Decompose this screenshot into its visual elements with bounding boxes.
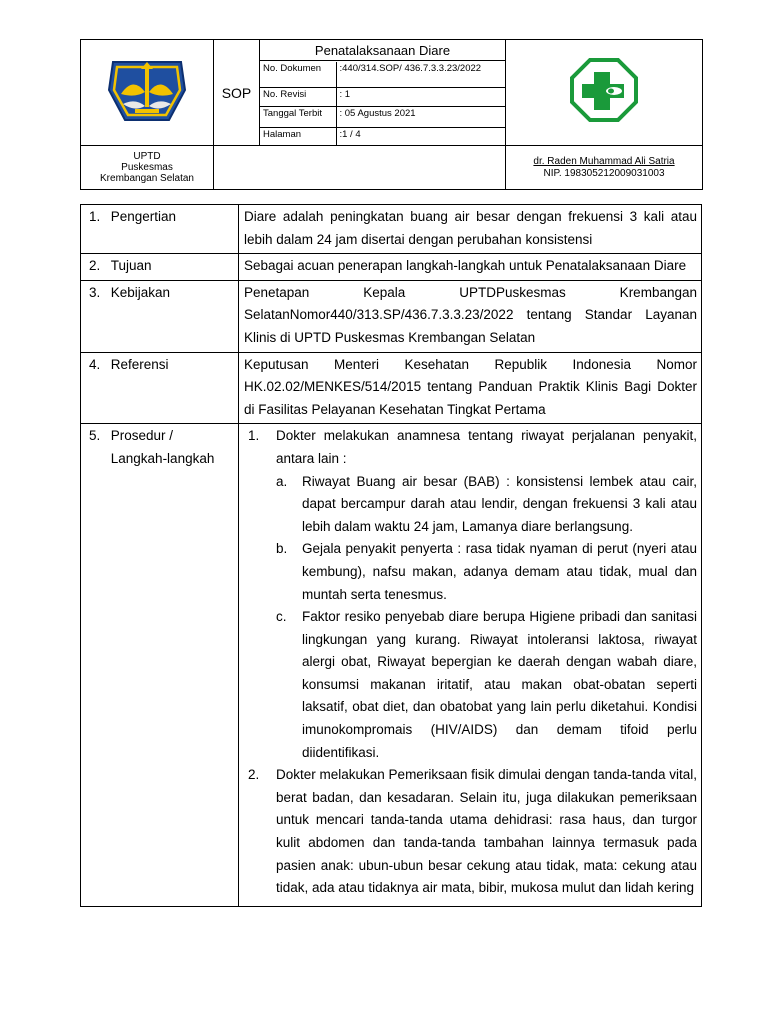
section-number: 4. xyxy=(89,356,101,372)
step-text: Dokter melakukan Pemeriksaan fisik dimulai dengan tanda-tanda vital, berat badan, dan kesadaran. Selain itu, juga dilakukan pemeriksaan untuk mencari tanda-tanda utama dehidrasi: rasa haus, dan turgor kulit abdomen dan tanda-tanda tambahan lainnya termasuk pada pasien anak: ubun-ubun besar cekung atau tidak, mata: cekung atau tidak, ada atau tidaknya air mata, bibir, mukosa mulut dan lidah kering xyxy=(276,767,697,896)
meta-label: No. Dokumen xyxy=(260,62,336,88)
section-label: Tujuan xyxy=(110,258,152,274)
procedure-steps xyxy=(239,424,702,907)
document-title: Penatalaksanaan Diare xyxy=(260,40,506,61)
section-heading xyxy=(81,205,239,254)
unit-name-cell xyxy=(81,146,214,190)
meta-value: : 1 xyxy=(336,88,505,107)
procedure-step xyxy=(244,764,697,904)
step-number: 1. xyxy=(248,428,260,444)
section-row xyxy=(81,424,702,907)
section-number: 1. xyxy=(89,209,101,224)
section-row xyxy=(81,352,702,424)
section-label: Referensi xyxy=(110,356,169,372)
sub-step-letter: b. xyxy=(276,541,288,557)
procedure-step xyxy=(244,425,697,470)
section-number: 2. xyxy=(89,258,101,274)
meta-value: :1 / 4 xyxy=(339,129,361,140)
section-row xyxy=(81,205,702,254)
meta-label: Tanggal Terbit xyxy=(260,107,336,128)
signatory-name: dr. Raden Muhammad Ali Satria xyxy=(533,155,675,167)
section-heading xyxy=(81,424,239,907)
puskesmas-logo-cell xyxy=(506,40,703,146)
section-label: Kebijakan xyxy=(110,284,171,300)
section-label: Prosedur / Langkah-langkah xyxy=(110,428,215,466)
sub-step-text: Riwayat Buang air besar (BAB) : konsistensi lembek atau cair, dapat bercampur darah atau lendir, dengan frekuensi 3 kali atau lebih dalam waktu 24 jam, Lamanya diare berlangsung. xyxy=(302,473,697,534)
meta-value: : 05 Agustus 2021 xyxy=(336,107,505,128)
meta-value: :440/314.SOP/ 436.7.3.3.23/2022 xyxy=(336,62,505,88)
section-text: Diare adalah peningkatan buang air besar dengan frekuensi 3 kali atau lebih dalam 24 jam disertai dengan perubahan konsistensi xyxy=(239,205,702,254)
sub-step xyxy=(276,606,697,764)
section-heading xyxy=(81,352,239,424)
unit-line: Puskesmas xyxy=(121,162,173,173)
section-text: Keputusan Menteri Kesehatan Republik Indonesia Nomor HK.02.02/MENKES/514/2015 tentang Panduan Praktik Klinis Bagi Dokter di Fasilitas Pelayanan Kesehatan Tingkat Pertama xyxy=(239,352,702,424)
signatory-nip: NIP. 198305212009031003 xyxy=(543,167,665,179)
unit-line: Krembangan Selatan xyxy=(100,173,194,184)
section-number: 5. xyxy=(89,428,101,444)
section-row xyxy=(81,280,702,352)
document-header xyxy=(80,39,703,190)
section-text: Sebagai acuan penerapan langkah-langkah untuk Penatalaksanaan Diare xyxy=(239,254,702,281)
city-crest-logo xyxy=(105,54,189,126)
puskesmas-logo xyxy=(570,58,638,122)
step-text: Dokter melakukan anamnesa tentang riwayat perjalanan penyakit, antara lain : xyxy=(276,428,697,466)
section-heading xyxy=(81,254,239,281)
sub-step-letter: c. xyxy=(276,609,287,625)
section-label: Pengertian xyxy=(110,209,177,224)
section-heading xyxy=(81,280,239,352)
meta-row xyxy=(260,62,505,88)
empty-cell xyxy=(214,146,506,190)
meta-label: Halaman xyxy=(260,128,336,145)
meta-label: No. Revisi xyxy=(260,88,336,107)
step-number: 2. xyxy=(248,767,260,783)
section-number: 3. xyxy=(89,284,101,300)
sop-content-table xyxy=(80,204,702,907)
document-meta-cell xyxy=(260,61,506,146)
sub-step xyxy=(276,471,697,539)
section-row xyxy=(81,254,702,281)
sub-steps xyxy=(276,471,697,765)
sub-step-text: Faktor resiko penyebab diare berupa Higiene pribadi dan sanitasi lingkungan yang kurang. Riwayat intoleransi laktosa, riwayat alergi obat, Riwayat bepergian ke daerah dengan wabah diare, konsumsi makanan iritatif, atau makan obat-obatan seperti laksatif, obat diet, dan obatobat yang lain perlu diketahui. Kondisi imunokompromais (HIV/AIDS) dan demam tifoid perlu diidentifikasi. xyxy=(302,609,697,760)
document-meta-table xyxy=(260,62,505,145)
sop-label: SOP xyxy=(214,40,260,146)
section-text: Penetapan Kepala UPTDPuskesmas Krembangan SelatanNomor440/313.SP/436.7.3.3.23/2022 tentang Standar Layanan Klinis di UPTD Puskesmas Krembangan Selatan xyxy=(239,280,702,352)
meta-row xyxy=(260,88,505,107)
meta-row xyxy=(260,107,505,128)
unit-line: UPTD xyxy=(133,151,161,162)
meta-row xyxy=(260,128,505,145)
city-crest-cell xyxy=(81,40,214,146)
sub-step-letter: a. xyxy=(276,473,288,489)
sub-step xyxy=(276,538,697,606)
signatory-cell xyxy=(506,146,703,190)
sub-step-text: Gejala penyakit penyerta : rasa tidak nyaman di perut (nyeri atau kembung), nafsu makan, adanya demam atau tidak, mual dan muntah serta tenesmus. xyxy=(302,541,697,602)
